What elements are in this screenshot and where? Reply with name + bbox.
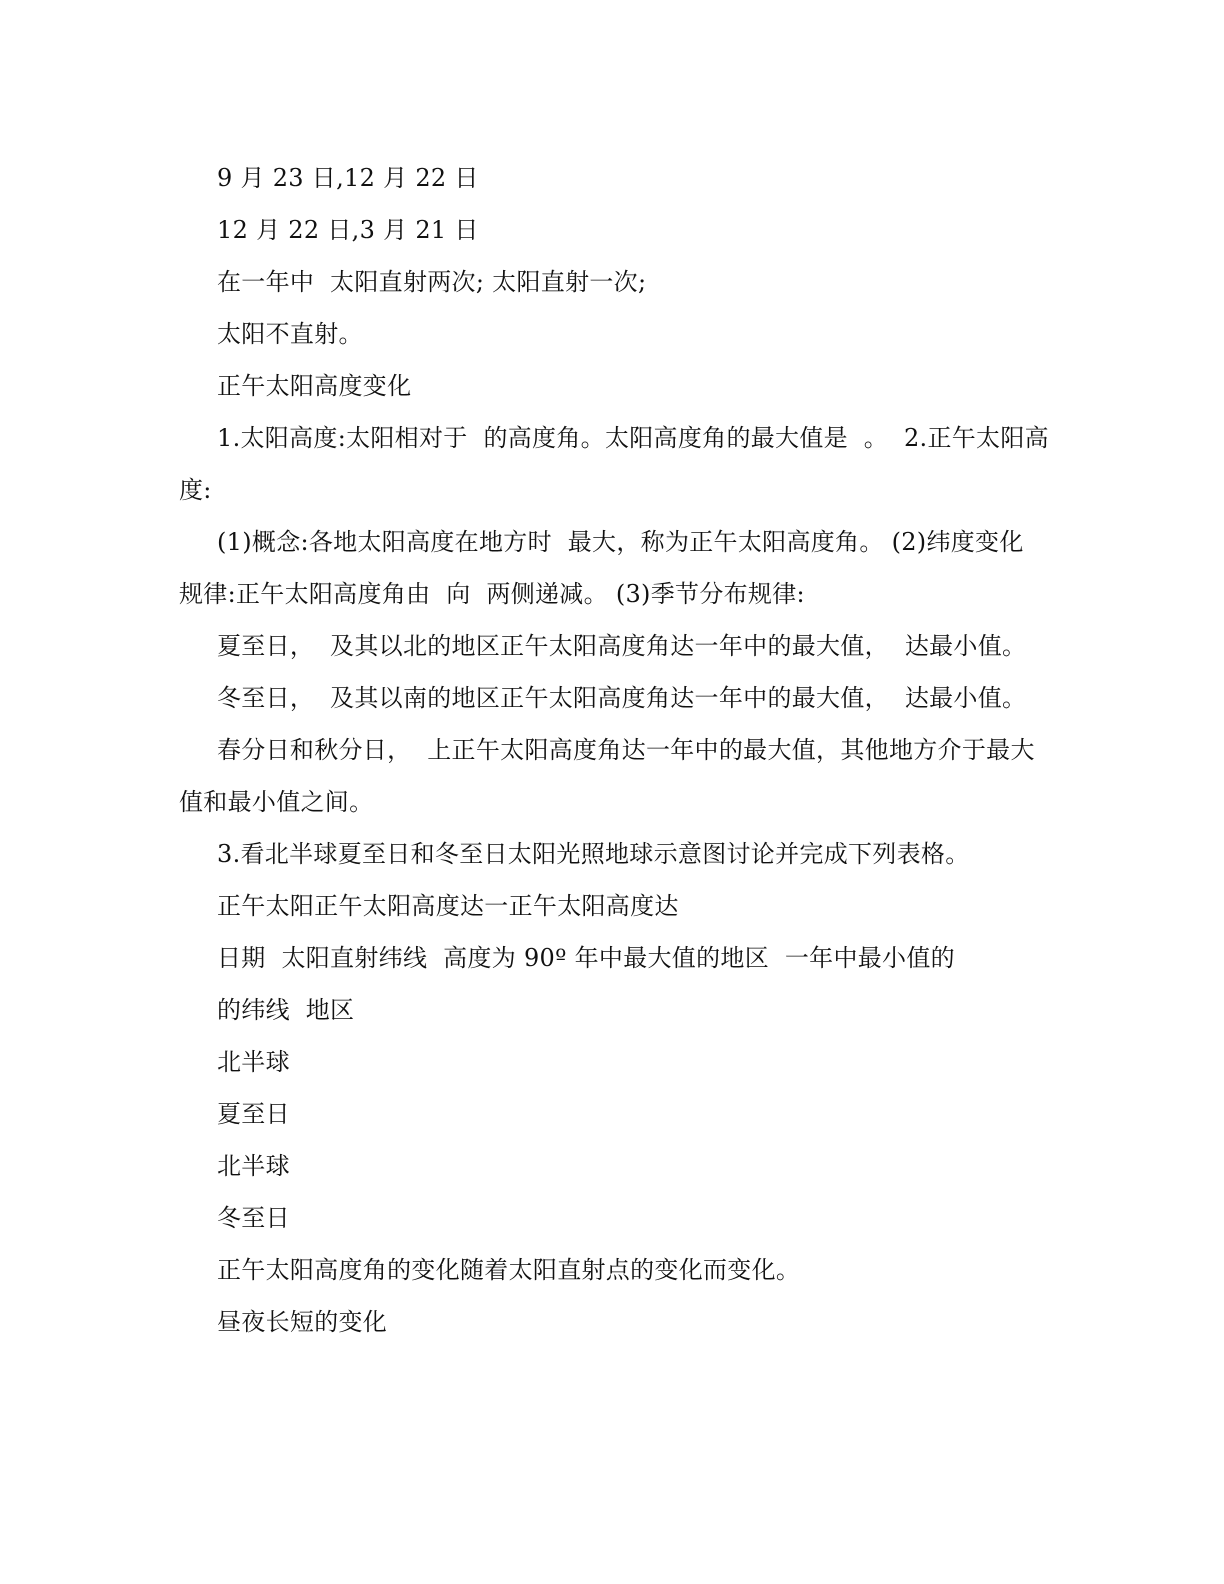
text-line-4: 太阳不直射。	[217, 320, 363, 348]
table-row-label-1b: 夏至日	[217, 1100, 290, 1128]
text-line-13: 值和最小值之间。	[179, 788, 374, 816]
text-line-14: 3.看北半球夏至日和冬至日太阳光照地球示意图讨论并完成下列表格。	[217, 840, 970, 868]
text-line-9: 规律:正午太阳高度角由 向 两侧递减。 (3)季节分布规律:	[179, 580, 805, 608]
table-header-line-1: 正午太阳正午太阳高度达一正午太阳高度达	[217, 892, 679, 920]
section-heading-day-night-length: 昼夜长短的变化	[217, 1308, 388, 1336]
table-header-line-3: 的纬线 地区	[217, 996, 355, 1024]
text-line-8: (1)概念:各地太阳高度在地方时 最大，称为正午太阳高度角。 (2)纬度变化	[217, 528, 1024, 556]
text-line-6: 1.太阳高度:太阳相对于 的高度角。太阳高度角的最大值是 。 2.正午太阳高	[217, 424, 1049, 452]
text-line-7: 度:	[179, 476, 212, 504]
table-header-line-2: 日期 太阳直射纬线 高度为 90º 年中最大值的地区 一年中最小值的	[217, 944, 955, 972]
text-line-2: 12 月 22 日,3 月 21 日	[217, 216, 479, 244]
text-line-10: 夏至日， 及其以北的地区正午太阳高度角达一年中的最大值， 达最小值。	[217, 632, 1027, 660]
text-line-1: 9 月 23 日,12 月 22 日	[217, 164, 479, 192]
text-line-22: 正午太阳高度角的变化随着太阳直射点的变化而变化。	[217, 1256, 801, 1284]
table-row-label-2a: 北半球	[217, 1152, 290, 1180]
text-line-11: 冬至日， 及其以南的地区正午太阳高度角达一年中的最大值， 达最小值。	[217, 684, 1027, 712]
section-heading-noon-sun-altitude: 正午太阳高度变化	[217, 372, 412, 400]
text-line-3: 在一年中 太阳直射两次; 太阳直射一次;	[217, 268, 647, 296]
text-line-12: 春分日和秋分日， 上正午太阳高度角达一年中的最大值，其他地方介于最大	[217, 736, 1035, 764]
table-row-label-2b: 冬至日	[217, 1204, 290, 1232]
table-row-label-1a: 北半球	[217, 1048, 290, 1076]
